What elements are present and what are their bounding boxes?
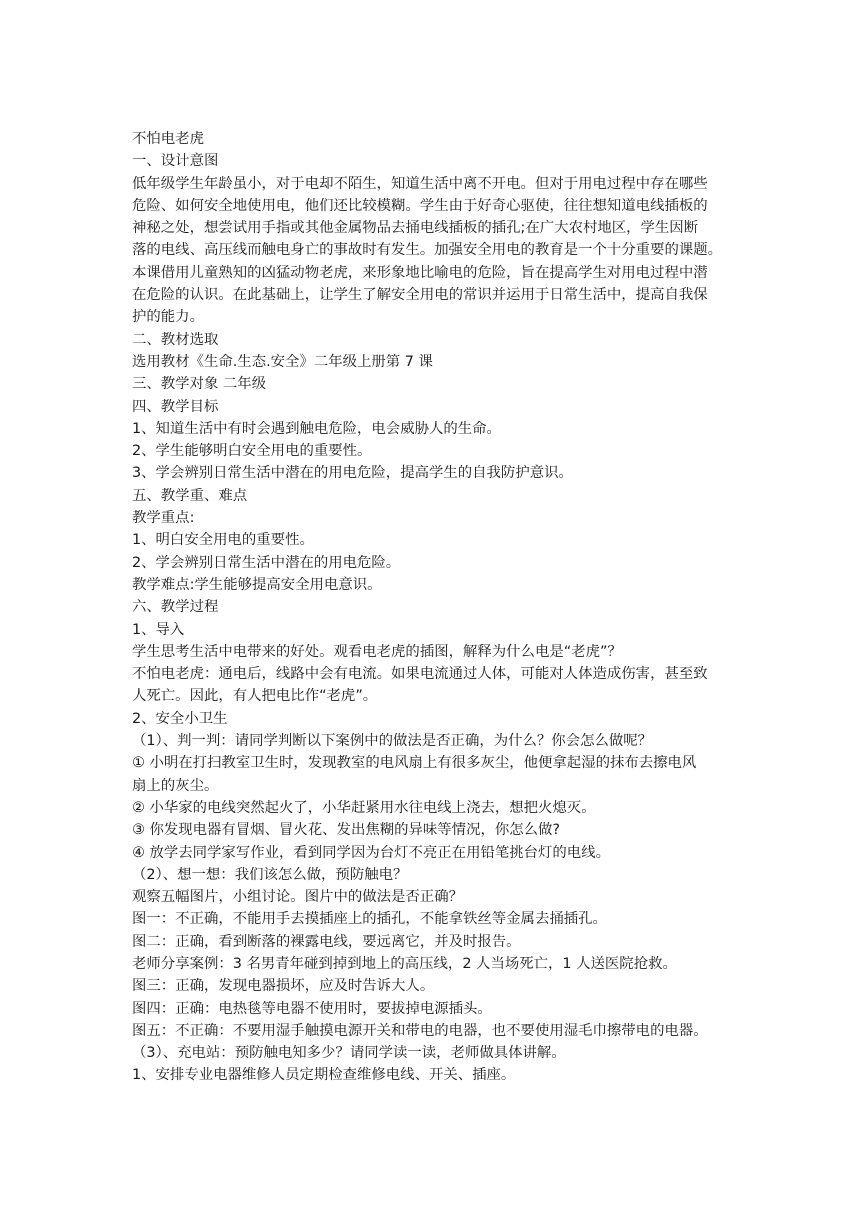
paragraph-line: 图一：不正确，不能用手去摸插座上的插孔，不能拿铁丝等金属去捅插孔。 xyxy=(132,911,607,928)
subheading: 教学重点: xyxy=(132,510,195,527)
paragraph-line: 选用教材《生命.生态.安全》二年级上册第 7 课 xyxy=(132,353,433,370)
section-heading-design-intent: 一、设计意图 xyxy=(132,153,219,170)
subheading: 1、导入 xyxy=(132,621,185,638)
list-item: ③ 你发现电器有冒烟、冒火花、发出焦糊的异味等情况，你怎么做? xyxy=(132,822,561,839)
paragraph-line: 教学难点:学生能够提高安全用电意识。 xyxy=(132,576,382,593)
list-item: 1、安排专业电器维修人员定期检查维修电线、开关、插座。 xyxy=(132,1067,516,1084)
paragraph-line: 老师分享案例：3 名男青年碰到掉到地上的高压线，2 人当场死亡，1 人送医院抢救。 xyxy=(132,955,677,972)
document-body xyxy=(132,128,732,1087)
paragraph-line: （2）、想一想：我们该怎么做，预防触电？ xyxy=(132,866,408,883)
paragraph-line: 观察五幅图片，小组讨论。图片中的做法是否正确？ xyxy=(132,889,463,906)
list-item: 2、学会辨别日常生活中潜在的用电危险。 xyxy=(132,554,401,571)
section-heading-materials: 二、教材选取 xyxy=(132,331,219,348)
section-heading-key-points: 五、教学重、难点 xyxy=(132,487,248,504)
list-item: 1、明白安全用电的重要性。 xyxy=(132,532,314,549)
section-heading-audience: 三、教学对象 二年级 xyxy=(132,376,267,393)
list-item: 3、学会辨别日常生活中潜在的用电危险，提高学生的自我防护意识。 xyxy=(132,465,573,482)
paragraph-line: 图五：不正确：不要用湿手触摸电源开关和带电的电器，也不要使用湿毛巾擦带电的电器。 xyxy=(132,1022,708,1039)
paragraph-line: 低年级学生年龄虽小，对于电却不陌生，知道生活中离不开电。但对于用电过程中存在哪些 xyxy=(132,175,708,192)
paragraph-line: 本课借用儿童熟知的凶猛动物老虎，来形象地比喻电的危险，旨在提高学生对用电过程中潜 xyxy=(132,264,708,281)
paragraph-line: 落的电线、高压线而触电身亡的事故时有发生。加强安全用电的教育是一个十分重要的课题。 xyxy=(132,242,723,259)
paragraph-line: 人死亡。因此，有人把电比作“老虎”。 xyxy=(132,688,378,705)
list-item: 2、学生能够明白安全用电的重要性。 xyxy=(132,443,372,460)
paragraph-line: 护的能力。 xyxy=(132,309,204,326)
paragraph-line: 不怕电老虎：通电后，线路中会有电流。如果电流通过人体，可能对人体造成伤害，甚至致 xyxy=(132,666,708,683)
paragraph-line: 图三：正确，发现电器损坏，应及时告诉大人。 xyxy=(132,978,435,995)
subheading: 2、安全小卫生 xyxy=(132,710,228,727)
paragraph-line: 危险、如何安全地使用电，他们还比较模糊。学生由于好奇心驱使，往往想知道电线插板的 xyxy=(132,197,708,214)
list-item: 1、知道生活中有时会遇到触电危险，电会威胁人的生命。 xyxy=(132,420,501,437)
paragraph-line: 神秘之处，想尝试用手指或其他金属物品去捅电线插板的插孔;在广大农村地区，学生因断 xyxy=(132,220,699,237)
paragraph-line: （3）、充电站：预防触电知多少？请同学读一读，老师做具体讲解。 xyxy=(132,1045,566,1062)
paragraph-line: （1）、判一判：请同学判断以下案例中的做法是否正确，为什么？你会怎么做呢？ xyxy=(132,733,653,750)
paragraph-line: 图二：正确，看到断落的裸露电线，要远离它，并及时报告。 xyxy=(132,933,521,950)
paragraph-line: 图四：正确：电热毯等电器不使用时，要拔掉电源插头。 xyxy=(132,1000,492,1017)
list-item-continuation: 扇上的灰尘。 xyxy=(132,777,219,794)
section-heading-process: 六、教学过程 xyxy=(132,599,219,616)
paragraph-line: 在危险的认识。在此基础上，让学生了解安全用电的常识并运用于日常生活中，提高自我保 xyxy=(132,287,708,304)
list-item: ④ 放学去同学家写作业，看到同学因为台灯不亮正在用铅笔挑台灯的电线。 xyxy=(132,844,610,861)
list-item: ② 小华家的电线突然起火了，小华赶紧用水往电线上浇去，想把火熄灭。 xyxy=(132,799,596,816)
paragraph-line: 学生思考生活中电带来的好处。观看电老虎的插图，解释为什么电是“老虎”？ xyxy=(132,643,622,660)
section-heading-objectives: 四、教学目标 xyxy=(132,398,219,415)
list-item: ① 小明在打扫教室卫生时，发现教室的电风扇上有很多灰尘，他便拿起湿的抹布去擦电风 xyxy=(132,755,697,772)
document-title: 不怕电老虎 xyxy=(132,131,204,147)
